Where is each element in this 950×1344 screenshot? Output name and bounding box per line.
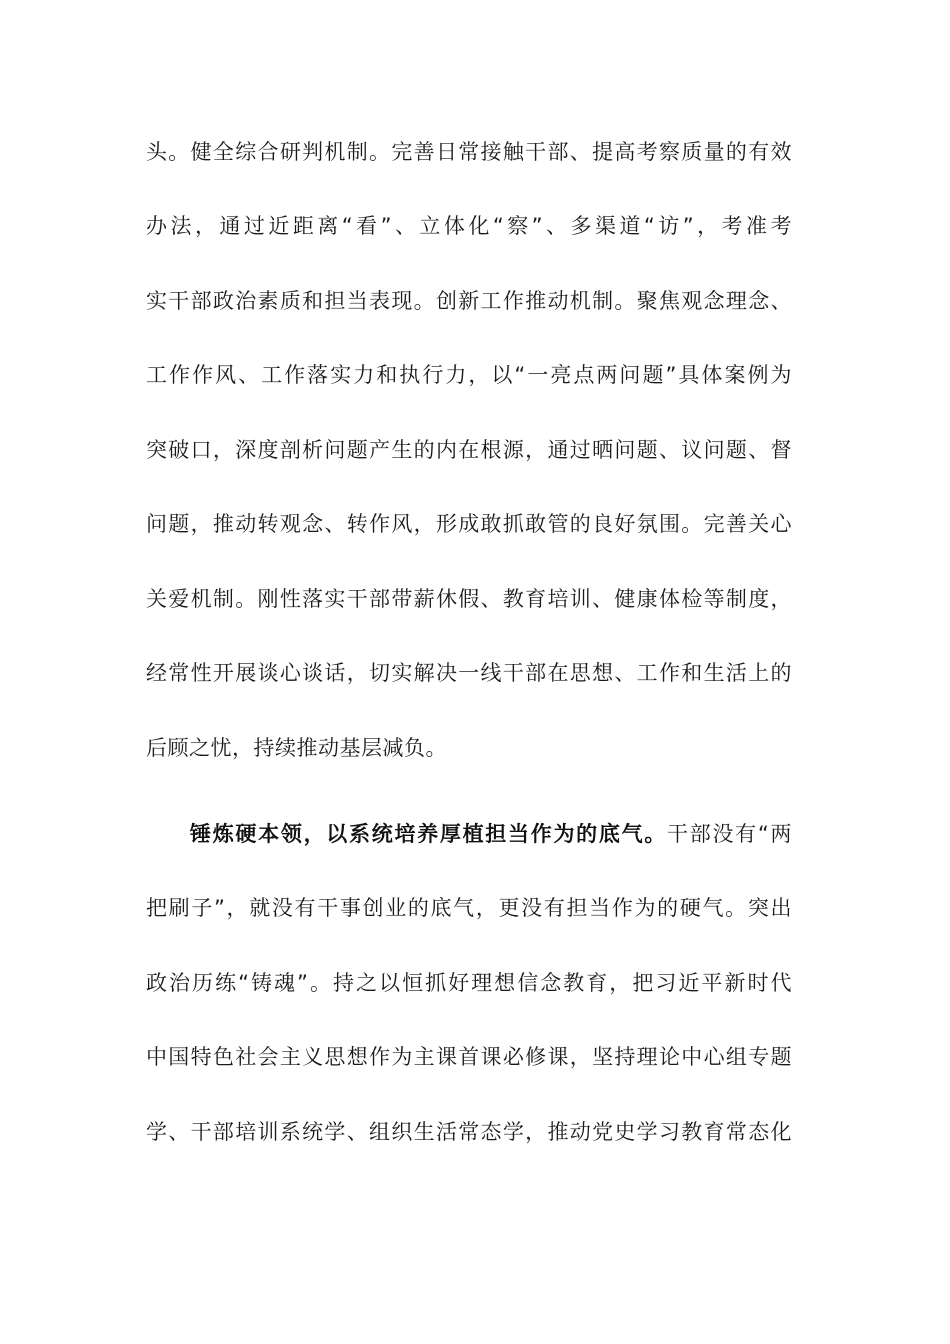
paragraph-line: 突破口，深度剖析问题产生的内在根源，通过晒问题、议问题、督 [146, 438, 792, 462]
paragraph-line: 实干部政治素质和担当表现。创新工作推动机制。聚焦观念理念、 [146, 289, 792, 313]
paragraph-line: 中国特色社会主义思想作为主课首课必修课，坚持理论中心组专题 [146, 1045, 792, 1069]
paragraph-line: 办法，通过近距离“看”、立体化“察”、多渠道“访”，考准考 [146, 214, 792, 238]
paragraph-line: 把刷子”，就没有干事创业的底气，更没有担当作为的硬气。突出 [146, 896, 792, 920]
paragraph-line: 工作作风、工作落实力和执行力，以“一亮点两问题”具体案例为 [146, 363, 792, 387]
paragraph-line: 学、干部培训系统学、组织生活常态学，推动党史学习教育常态化 [146, 1120, 792, 1144]
paragraph-first-line [190, 819, 792, 849]
section-heading: 锤炼硬本领，以系统培养厚植担当作为的底气。 [190, 822, 668, 846]
paragraph-line: 经常性开展谈心谈话，切实解决一线干部在思想、工作和生活上的 [146, 661, 792, 685]
paragraph-line: 政治历练“铸魂”。持之以恒抓好理想信念教育，把习近平新时代 [146, 971, 792, 995]
paragraph-line: 后顾之忧，持续推动基层减负。 [146, 736, 447, 760]
paragraph-text: 干部没有“两 [667, 822, 792, 846]
paragraph-line: 关爱机制。刚性落实干部带薪休假、教育培训、健康体检等制度， [146, 587, 792, 611]
paragraph-line: 头。健全综合研判机制。完善日常接触干部、提高考察质量的有效 [146, 140, 792, 164]
paragraph-line: 问题，推动转观念、转作风，形成敢抓敢管的良好氛围。完善关心 [146, 512, 792, 536]
